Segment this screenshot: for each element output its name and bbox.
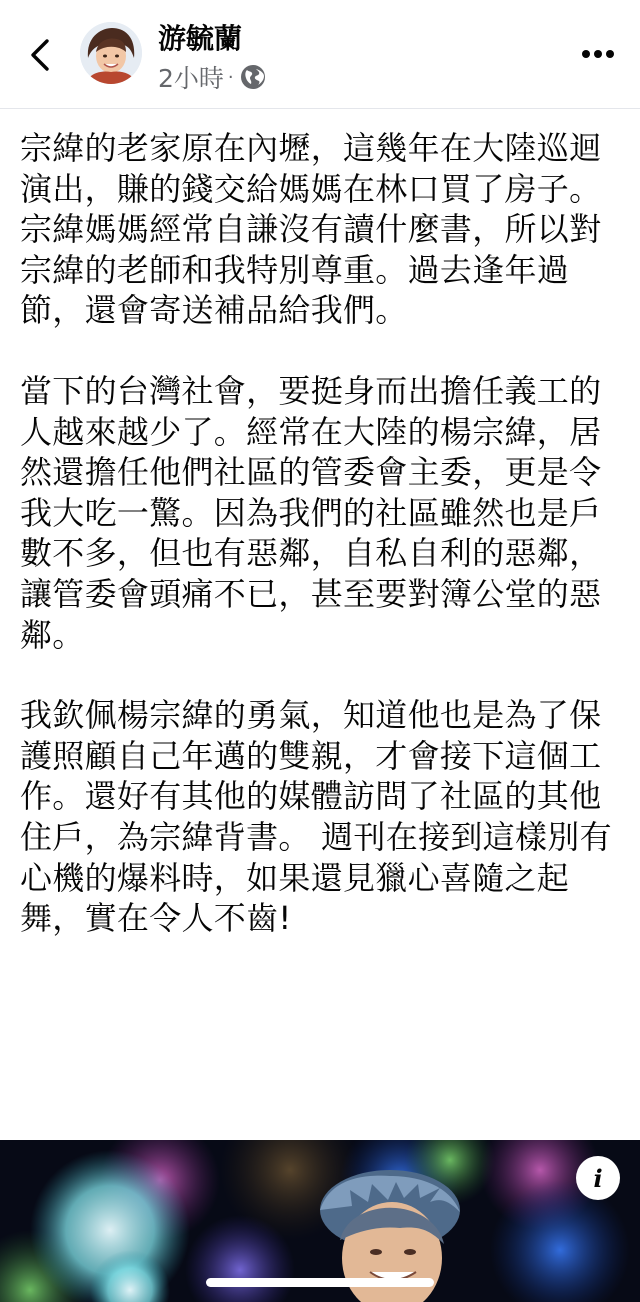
post-paragraph: 當下的台灣社會，要挺身而出擔任義工的人越來越少了。經常在大陸的楊宗緯，居然還擔任他們社區的管委會主委，更是令我大吃一驚。因為我們的社區雖然也是戶數不多，但也有惡鄰，自私自利的惡鄰，讓管委會頭痛不已，甚至要對簿公堂的惡鄰。 [20,371,602,654]
avatar[interactable] [80,22,142,84]
back-button[interactable] [18,30,62,80]
post-paragraph: 宗緯的老家原在內壢，這幾年在大陸巡迴演出，賺的錢交給媽媽在林口買了房子。宗緯媽媽經常自謙沒有讀什麼書，所以對宗緯的老師和我特別尊重。過去逢年過節，還會寄送補品給我們。 [20,129,602,330]
post-media-photo[interactable] [0,1140,640,1302]
post-text [20,128,620,979]
chevron-left-icon [28,37,52,73]
post-meta [158,60,266,94]
author-name[interactable]: 游毓蘭 [158,22,243,55]
post-paragraph: 我欽佩楊宗緯的勇氣，知道他也是為了保護照顧自己年邁的雙親，才會接下這個工作。還好有其他的媒體訪問了社區的其他住戶，為宗緯背書。 週刊在接到這樣別有心機的爆料時，如果還見獵心喜隨之起舞，實在令人不齒! [20,696,612,938]
meta-separator: · [227,66,234,88]
more-horizontal-icon [581,49,615,59]
globe-icon [240,64,266,90]
more-options-button[interactable] [578,36,618,72]
avatar-image [80,22,142,84]
post-timestamp[interactable]: 2小時 [158,64,224,93]
post-header [0,0,640,109]
home-indicator[interactable] [206,1278,434,1287]
info-icon: i [593,1163,603,1193]
info-button[interactable] [576,1156,620,1200]
